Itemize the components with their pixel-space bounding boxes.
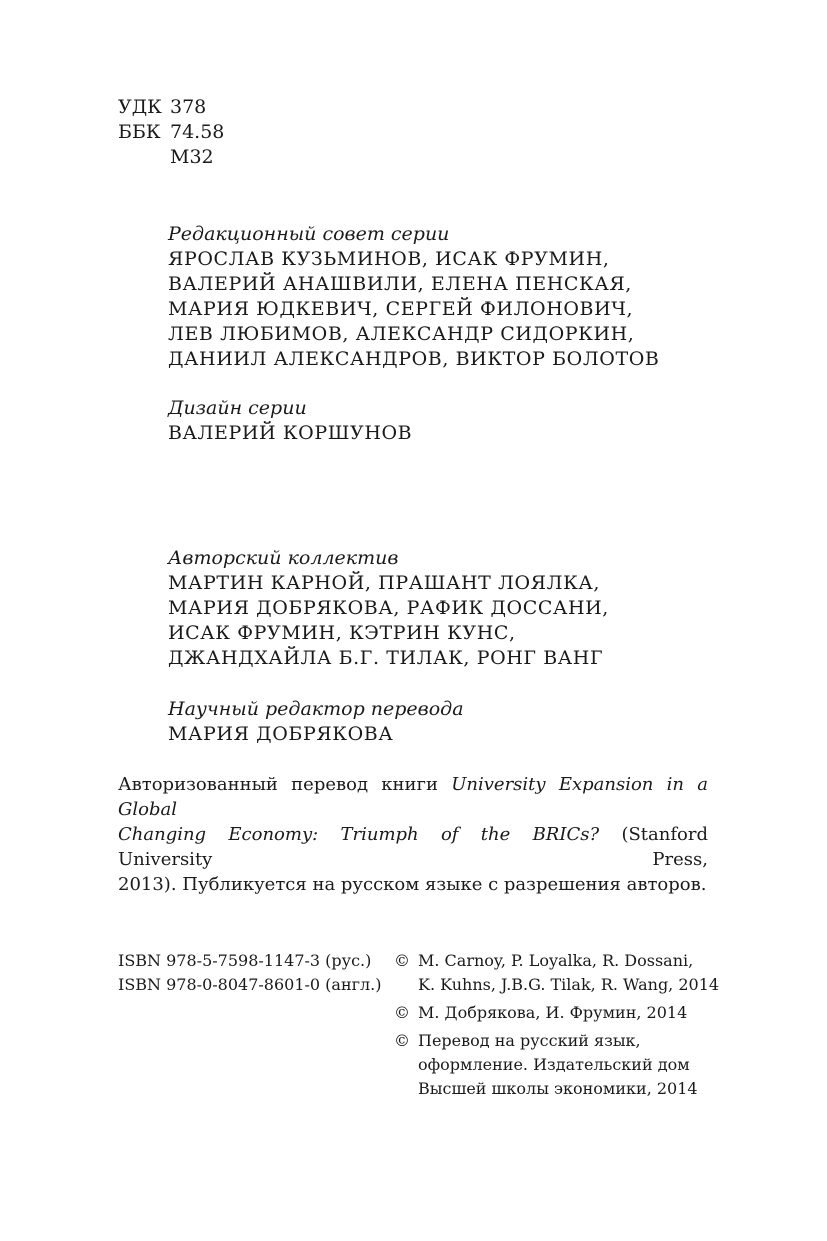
copyright-block: [394, 949, 719, 1105]
udc-row: [118, 95, 224, 120]
publisher-info: (Stanford University Press,: [118, 824, 708, 870]
authors-line: МАРТИН КАРНОЙ, ПРАШАНТ ЛОЯЛКА,: [168, 572, 601, 594]
bbk-label: ББК: [118, 121, 161, 143]
copyright-line: оформление. Издательский дом: [418, 1055, 690, 1074]
author-mark-label: [118, 145, 170, 170]
bbk-row: [118, 120, 224, 145]
editorial-board-section: [168, 222, 660, 372]
translation-note-line-1: [118, 772, 708, 822]
udc-value: 378: [170, 96, 207, 118]
copyright-line: М. Добрякова, И. Фрумин, 2014: [418, 1003, 688, 1022]
authors-label: Авторский коллектив: [168, 547, 399, 569]
copyright-line: Высшей школы экономики, 2014: [418, 1079, 698, 1098]
original-title-part-1: University Expansion in a Global: [118, 774, 708, 820]
translation-note-line-3: 2013). Публикуется на русском языке с разрешения авторов.: [118, 874, 707, 895]
translation-note-line-2: [118, 822, 708, 872]
copyright-line: Перевод на русский язык,: [418, 1031, 641, 1050]
copyright-entry: [394, 949, 719, 997]
scientific-editor-name: МАРИЯ ДОБРЯКОВА: [168, 723, 394, 745]
editorial-board-line: ЯРОСЛАВ КУЗЬМИНОВ, ИСАК ФРУМИН,: [168, 248, 610, 270]
scientific-editor-section: [168, 697, 464, 747]
authors-line: МАРИЯ ДОБРЯКОВА, РАФИК ДОССАНИ,: [168, 597, 609, 619]
classification-block: [118, 95, 224, 170]
series-design-name: ВАЛЕРИЙ КОРШУНОВ: [168, 422, 413, 444]
copyright-line: K. Kuhns, J.B.G. Tilak, R. Wang, 2014: [418, 975, 720, 994]
scientific-editor-label: Научный редактор перевода: [168, 698, 464, 720]
copyright-icon: ©: [394, 1003, 410, 1022]
authors-line: ИСАК ФРУМИН, КЭТРИН КУНС,: [168, 622, 516, 644]
editorial-board-line: ДАНИИЛ АЛЕКСАНДРОВ, ВИКТОР БОЛОТОВ: [168, 348, 660, 370]
editorial-board-line: ВАЛЕРИЙ АНАШВИЛИ, ЕЛЕНА ПЕНСКАЯ,: [168, 273, 632, 295]
udc-label: УДК: [118, 96, 162, 118]
isbn-english: ISBN 978-0-8047-8601-0 (англ.): [118, 975, 382, 994]
author-mark-value: М32: [170, 146, 214, 168]
translation-note: [118, 772, 708, 897]
authors-section: [168, 546, 609, 671]
copyright-entry: [394, 1029, 719, 1101]
editorial-board-label: Редакционный совет серии: [168, 223, 450, 245]
translation-note-text: Авторизованный перевод книги: [118, 774, 452, 795]
isbn-russian: ISBN 978-5-7598-1147-3 (рус.): [118, 951, 372, 970]
series-design-label: Дизайн серии: [168, 397, 307, 419]
authors-line: ДЖАНДХАЙЛА Б.Г. ТИЛАК, РОНГ ВАНГ: [168, 647, 604, 669]
isbn-block: [118, 949, 382, 997]
bbk-value: 74.58: [170, 121, 225, 143]
copyright-entry: [394, 1001, 719, 1025]
author-mark-row: [118, 145, 224, 170]
series-design-section: [168, 396, 412, 446]
editorial-board-line: МАРИЯ ЮДКЕВИЧ, СЕРГЕЙ ФИЛОНОВИЧ,: [168, 298, 634, 320]
copyright-line: M. Carnoy, P. Loyalka, R. Dossani,: [418, 951, 694, 970]
editorial-board-line: ЛЕВ ЛЮБИМОВ, АЛЕКСАНДР СИДОРКИН,: [168, 323, 635, 345]
copyright-icon: ©: [394, 1031, 410, 1050]
copyright-icon: ©: [394, 951, 410, 970]
original-title-part-2: Changing Economy: Triumph of the BRICs?: [118, 824, 600, 845]
